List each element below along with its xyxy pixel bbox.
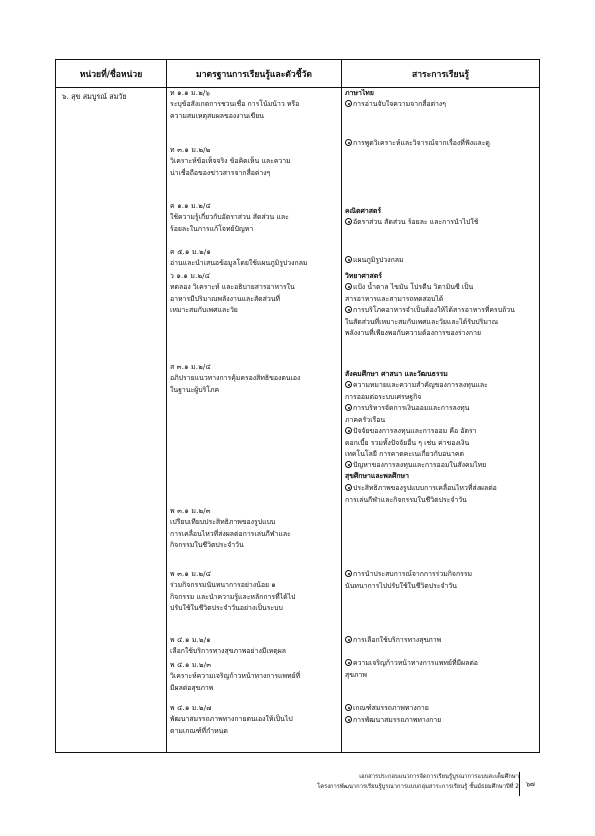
content-continuation [345,392,536,403]
indicator-text: เปรียบเทียบประสิทธิภาพของรูปแบบ [170,518,276,527]
indicator-text: ปรับใช้ในชีวิตประจำวันอย่างเป็นระบบ [170,604,283,613]
bullet-icon [345,218,352,225]
content-text: ความหมายและความสำคัญของการลงทุนและ [353,381,488,389]
bullet-icon [345,461,352,468]
footer-line-2: โครงการพัฒนาการเรียนรู้บูรณาการแบบกลุ่มสาระการเรียนรู้ ชั้นมัธยมศึกษาปีที่ 2 [317,783,519,790]
indicator-code: ว ๑.๑ ม.๒/๔ [170,272,211,280]
subject-heading: คณิตศาสตร์ [345,207,382,215]
indicator-item [170,635,338,658]
indicator-text: วิเคราะห์ข้อเท็จจริง ข้อคิดเห็น และความ [170,157,291,166]
indicator-text: การเคลื่อนไหวที่ส่งผลต่อการเล่นกีฬาและ [170,529,291,538]
content-text: การอ่านจับใจความจากสื่อต่างๆ [353,100,446,108]
content-bullet-item [345,403,536,414]
bullet-icon [345,306,352,313]
indicator-text: กิจกรรม และนำความรู้และหลักการที่ได้ไป [170,592,296,601]
bullet-icon [345,570,352,577]
indicator-item [170,362,338,396]
content-continuation [345,581,536,592]
content-continuation [345,317,536,328]
indicator-text: อภิปรายแนวทางการคุ้มครองสิทธิของตนเอง [170,374,301,383]
col-header-indicators: มาตรฐานการเรียนรู้และตัวชี้วัด [167,60,342,88]
content-bullet-item [345,99,536,110]
indicator-text: เลือกใช้บริการทางสุขภาพอย่างมีเหตุผล [170,647,286,656]
content-bullet-item [345,217,536,228]
indicator-text: ร่วมกิจกรรมนันทนาการอย่างน้อย ๑ [170,581,276,590]
indicator-text: กิจกรรมในชีวิตประจำวัน [170,541,244,550]
content-bullet-item [345,483,536,494]
bullet-icon [345,659,352,666]
content-text: สารอาหารและสามารถทดสอบได้ [345,295,444,303]
content-text: การออมต่อระบบเศรษฐกิจ [345,393,422,401]
subject-heading: ภาษาไทย [345,89,374,97]
indicator-text: อาหารมีปริมาณพลังงานและสัดส่วนที่ [170,294,280,303]
indicator-text: ทดลอง วิเคราะห์ และอธิบายสารอาหารใน [170,283,295,292]
indicator-code: ค ๑.๑ ม.๒/๔ [170,202,211,210]
indicators-list [167,88,341,752]
indicator-item [170,271,338,317]
content-continuation [345,415,536,426]
content-bullet-item [345,460,536,471]
bullet-icon [345,716,352,723]
table-header-row [56,60,540,88]
content-continuation [345,328,536,339]
indicators-cell [167,88,342,753]
subject-heading: สังคมศึกษา ศาสนา และวัฒนธรรม [345,370,448,378]
indicator-code: ท ๑.๑ ม.๒/๖ [170,89,211,97]
indicator-text: ระบุข้อสังเกตการชวนเชื่อ การโน้มน้าว หรือ [170,100,300,109]
indicator-item [170,569,338,615]
indicator-text: พัฒนาสมรรถภาพทางกายตนเองให้เป็นไป [170,715,293,724]
content-bullet-item [345,138,536,149]
page-number: ๖๗ [526,780,535,788]
content-text: เทคโนโลยี การคาดคะเนเกี่ยวกับอนาคต [345,450,464,458]
content-text: ภาคครัวเรือน [345,416,386,424]
bullet-icon [345,484,352,491]
content-text: การบริโภคอาหารจำเป็นต้องให้ได้สารอาหารที่ครบถ้วน [353,306,515,314]
indicator-code: พ ๔.๑ ม.๒/๗ [170,704,212,712]
indicator-text: มีผลต่อสุขภาพ [170,683,214,692]
content-continuation [345,449,536,460]
content-text: ดอกเบี้ย รวมทั้งปัจจัยอื่น ๆ เช่น ค่าของเงิน [345,439,470,447]
subject-heading: สุขศึกษาและพลศึกษา [345,472,409,480]
content-text: ในสัดส่วนที่เหมาะสมกับเพศและวัยและได้รับปริมาณ [345,318,499,326]
indicator-code: พ ๔.๑ ม.๒/๑ [170,636,211,644]
content-continuation [345,495,536,506]
bullet-icon [345,283,352,290]
content-text: การนำประสบการณ์จากการร่วมกิจกรรม [353,570,473,578]
content-text: แผนภูมิรูปวงกลม [353,256,404,264]
table-row [56,88,540,753]
content-text: การพัฒนาสมรรถภาพทางกาย [353,716,442,724]
indicator-item [170,506,338,552]
content-bullet-item [345,569,536,580]
indicator-text: ร้อยละในการแก้โจทย์ปัญหา [170,224,254,233]
content-text: สุขภาพ [345,671,367,679]
content-bullet-item [345,715,536,726]
content-text: นันทนาการไปปรับใช้ในชีวิตประจำวัน [345,582,457,590]
curriculum-table [55,59,540,753]
indicator-text: ใช้ความรู้เกี่ยวกับอัตราส่วน สัดส่วน และ [170,213,289,222]
indicator-text: อ่านและนำเสนอข้อมูลโดยใช้แผนภูมิรูปวงกลม [170,259,308,268]
footer-line-1: เอกสารประกอบแนวการจัดการเรียนรู้บูรณาการแบบสะเต็มศึกษา [359,774,519,780]
content-text: พลังงานที่เพียงพอกับความต้องการของร่างกาย [345,329,481,337]
content-bullet-item [345,305,536,316]
bullet-icon [345,100,352,107]
content-cell [342,88,540,753]
content-text: การเล่นกีฬาและกิจกรรมในชีวิตประจำวัน [345,496,467,504]
indicator-code: ส ๓.๑ ม.๒/๔ [170,363,211,371]
content-bullet-item [345,658,536,669]
content-continuation [345,294,536,305]
indicator-item [170,703,338,737]
bullet-icon [345,404,352,411]
bullet-icon [345,636,352,643]
content-text: ความเจริญก้าวหน้าทางการแพทย์ที่มีผลต่อ [353,659,478,667]
indicator-item [170,201,338,235]
content-bullet-item [345,255,536,266]
page-footer [189,773,519,792]
footer-divider [519,772,520,796]
indicator-text: ความสมเหตุสมผลของงานเขียน [170,111,264,120]
bullet-icon [345,139,352,146]
content-text: ปัจจัยของการลงทุนและการออม คือ อัตรา [353,427,477,435]
subject-heading: วิทยาศาสตร์ [345,272,382,280]
content-bullet-item [345,380,536,391]
content-bullet-item [345,282,536,293]
col-header-content: สาระการเรียนรู้ [342,60,540,88]
indicator-item [170,88,338,122]
indicator-item [170,247,338,270]
indicator-code: พ ๓.๑ ม.๒/๔ [170,570,212,578]
indicator-text: ตามเกณฑ์ที่กำหนด [170,726,228,735]
indicator-text: น่าเชื่อถือของข่าวสารจากสื่อต่างๆ [170,168,271,177]
bullet-icon [345,704,352,711]
indicator-item [170,660,338,694]
content-text: การเลือกใช้บริการทางสุขภาพ [353,636,442,644]
col-header-unit: หน่วยที่/ชื่อหน่วย [56,60,167,88]
content-text: ประสิทธิภาพของรูปแบบการเคลื่อนไหวที่ส่งผลต่อ [353,484,497,492]
content-list [342,88,539,752]
unit-cell [56,88,167,753]
content-text: การบริหารจัดการเงินออมและการลงทุน [353,404,470,412]
indicator-item [170,145,338,179]
bullet-icon [345,427,352,434]
indicator-text: เหมาะสมกับเพศและวัย [170,306,238,315]
content-bullet-item [345,703,536,714]
content-bullet-item [345,426,536,437]
content-bullet-item [345,635,536,646]
content-continuation [345,670,536,681]
indicator-code: พ ๓.๑ ม.๒/๓ [170,507,211,515]
indicator-code: ค ๕.๑ ม.๒/๑ [170,248,211,256]
indicator-code: ท ๓.๑ ม.๒/๒ [170,146,211,154]
content-text: ปัญหาของการลงทุนและการออมในสังคมไทย [353,461,487,469]
indicator-code: พ ๔.๑ ม.๒/๓ [170,661,212,669]
content-text: แป้ง น้ำตาล ไขมัน โปรตีน วิตามินซี เป็น [353,283,474,291]
content-text: เกณฑ์สมรรถภาพทางกาย [353,704,429,712]
content-text: การพูดวิเคราะห์และวิจารณ์จากเรื่องที่ฟังและดู [353,139,490,147]
content-continuation [345,438,536,449]
indicator-text: วิเคราะห์ความเจริญก้าวหน้าทางการแพทย์ที่ [170,672,301,681]
indicator-text: ในฐานะผู้บริโภค [170,385,220,394]
bullet-icon [345,381,352,388]
content-text: อัตราส่วน สัดส่วน ร้อยละ และการนำไปใช้ [353,218,479,226]
unit-name: ๖. สุข สมบูรณ์ สมวัย [62,92,127,101]
bullet-icon [345,256,352,263]
